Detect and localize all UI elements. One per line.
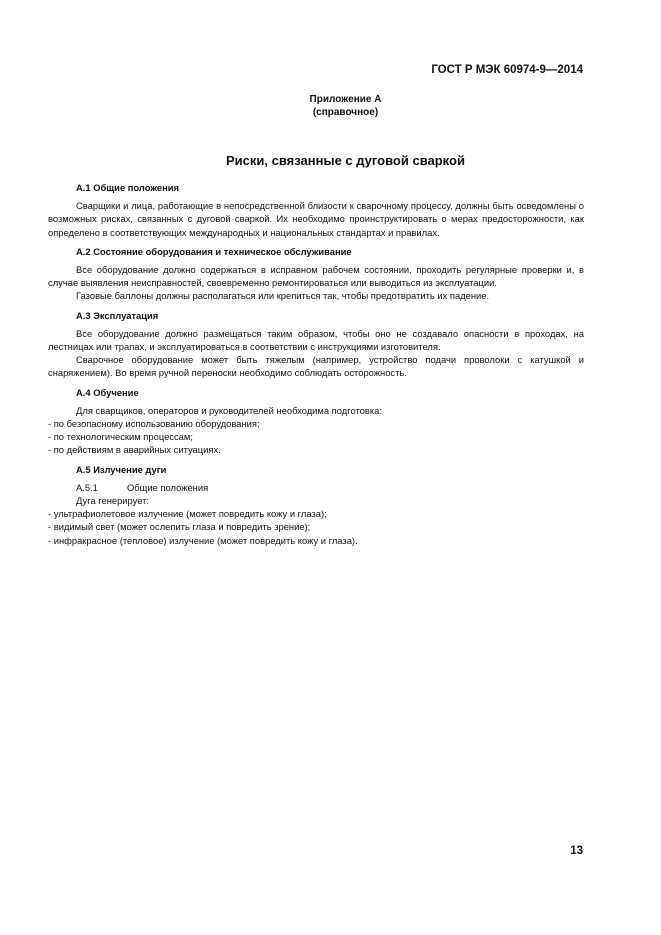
paragraph: Газовые баллоны должны располагаться или крепиться так, чтобы предотвратить их падение. [76,290,490,302]
subsection-heading [48,481,584,494]
section-a2 [48,245,584,303]
annex-title: Приложение А [309,94,382,105]
subsection-title: Общие положения [127,481,209,493]
paragraph: Сварщики и лица, работающие в непосредственной близости к сварочному процессу, должны быть осведомлены о возможных рисках, связанных с дуговой сваркой. Их необходимо проинструктировать о мерах предосторожности, как определено в соответствующих международных и национальных стандартах и правилах. [48,200,584,238]
document-body [48,181,584,547]
section-heading: А.3 Эксплуатация [76,309,159,321]
section-a4 [48,386,584,457]
paragraph: Дуга генерирует: [76,495,150,507]
annex-kind: (справочное) [312,107,379,118]
section-heading: А.2 Состояние оборудования и техническое обслуживание [76,245,352,257]
annex-block [0,93,661,119]
page-number: 13 [570,845,583,857]
subsection-number: А.5.1 [76,481,98,493]
section-heading: А.4 Обучение [76,386,139,398]
section-a1 [48,181,584,239]
paragraph: Все оборудование должно размещаться таким образом, чтобы оно не создавало опасности в проходах, на лестницах или трапах, и эксплуатироваться в соответствии с инструкциями изготовителя. [48,327,584,353]
paragraph: Все оборудование должно содержаться в исправном рабочем состоянии, проходить регулярные проверки и, в случае выявления неисправностей, своевременно ремонтироваться или выводиться из эксплуатации. [48,264,584,289]
section-a3 [48,309,584,380]
section-heading: А.5 Излучение дуги [76,463,167,475]
list-item: - инфракрасное (тепловое) излучение (может повредить кожу и глаза). [48,534,358,546]
list-item: - видимый свет (может ослепить глаза и повредить зрение); [48,521,311,533]
page-title: Риски, связанные с дуговой сваркой [226,153,465,168]
paragraph: Сварочное оборудование может быть тяжелым (например, устройство подачи проволоки с катушкой и снаряжением). Во время ручной переноски необходимо соблюдать осторожность. [48,354,584,379]
list-item: - ультрафиолетовое излучение (может повредить кожу и глаза); [48,508,327,520]
paragraph: Для сварщиков, операторов и руководителей необходима подготовка: [76,404,382,416]
section-a5 [48,463,584,547]
list-item: - по действиям в аварийных ситуациях. [48,444,221,456]
section-heading: А.1 Общие положения [76,182,179,193]
list-item: - по безопасному использованию оборудования; [48,418,260,430]
document-id: ГОСТ Р МЭК 60974-9—2014 [431,64,583,76]
list-item: - по технологическим процессам; [48,431,193,443]
